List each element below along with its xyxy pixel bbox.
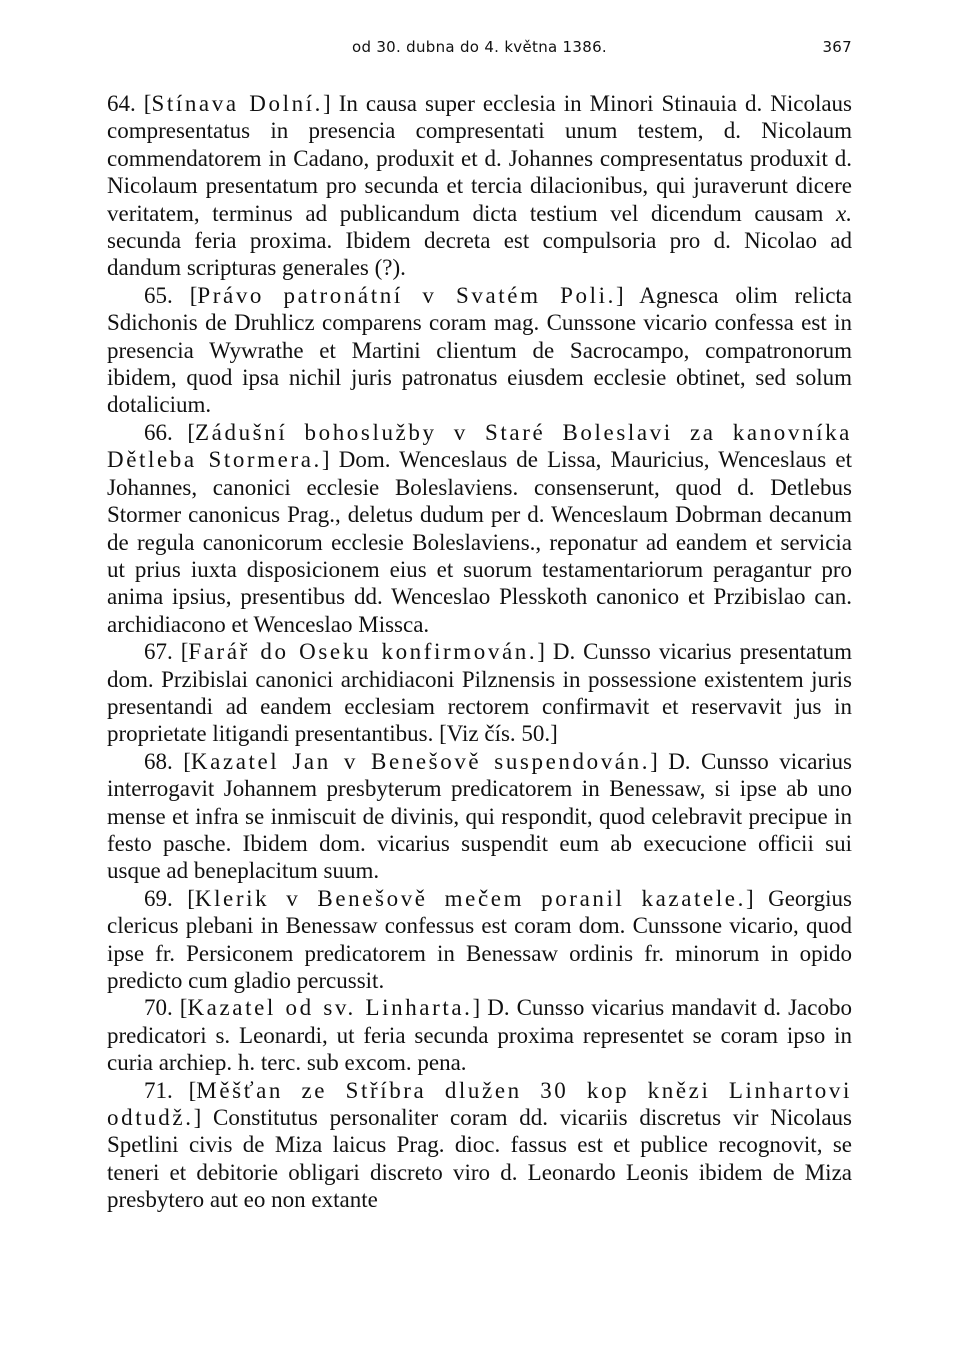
entry-70: 70. [Kazatel od sv. Linharta.] D. Cunsso vicarius mandavit d. Jacobo predicatori s. Leonardi, ut feria secunda proxima representet se coram ipso in curia archiep. h. terc. sub excom. pena. xyxy=(107,995,852,1076)
page-number: 367 xyxy=(822,38,852,56)
entry-68: 68. [Kazatel Jan v Benešově suspendován.] D. Cunsso vicarius interrogavit Johannem presbyterum predicatorem in Benessaw, si ipse ab uno mense et infra se inmiscuit de divinis, qui respondit, quod celebravit precipue in festo pasche. Ibidem dom. vicarius suspendit eum ab execucione officii sui usque ad beneplacitum suum. xyxy=(107,748,852,884)
document-page xyxy=(107,36,852,1214)
entry-number: 67. xyxy=(144,639,173,665)
entry-variable: x. xyxy=(836,200,853,226)
entry-67: 67. [Farář do Oseku konfirmován.] D. Cunsso vicarius presentatum dom. Przibislai canonici archidiaconi Pilznensis in possessione existentem juris presentandi ad eandem ecclesiam rectorem confirmavit et reservavit jus in proprietate litigandi presentantibus. [Viz čís. 50.] xyxy=(107,639,852,747)
entry-text: D. Cunsso vicarius mandavit d. Jacobo predicatori s. Leonardi, ut feria secunda proxima representet se coram ipso in curia archiep. h. terc. sub excom. pena. xyxy=(107,995,852,1076)
entry-71: 71. [Měšťan ze Stříbra dlužen 30 kop knězi Linhartovi odtudž.] Constitutus personaliter coram dd. vicariis discretus vir Nicolaus Spetlini civis de Miza laicus Prag. dioc. fassus est et publice recognovit, se teneri et debitorie obligari discreto viro d. Leonardo Leonis ibidem de Miza presbytero aut eo non extante xyxy=(107,1077,852,1213)
entry-heading: Kazatel Jan v Benešově suspendován. xyxy=(190,748,651,774)
entry-text: Constitutus personaliter coram dd. vicariis discretus vir Nicolaus Spetlini civis de Miza laicus Prag. dioc. fassus est et publice recognovit, se teneri et debitorie obligari discreto viro d. Leonardo Leonis ibidem de Miza presbytero aut eo non extante xyxy=(107,1105,852,1213)
entry-text: Agnesca olim relicta Sdichonis de Druhlicz comparens coram mag. Cunssone vicario confessa est in presencia Wywrathe et Martini clientum de Sacrocampo, compatronorum ibidem, quod ipsa nichil juris patronatus eiusdem ecclesie obtinet, sed solum dotalicium. xyxy=(107,282,852,418)
entry-number: 69. xyxy=(144,885,173,911)
entry-heading: Kazatel od sv. Linharta. xyxy=(187,995,473,1021)
entry-69: 69. [Klerik v Benešově mečem poranil kazatele.] Georgius clericus plebani in Benessaw confessus est coram dom. Cunssone vicario, quod ipse fr. Persiconem predicatorem in Benessaw ordinis fr. minorum in opido predicto cum gladio percussit. xyxy=(107,885,852,993)
entry-text: D. Cunsso vicarius interrogavit Johannem presbyterum predicatorem in Benessaw, si ipse ab uno mense et infra se inmiscuit de divinis, qui respondit, quod celebravit precipue in festo pasche. Ibidem dom. vicarius suspendit eum ab execucione officii sui usque ad beneplacitum suum. xyxy=(107,748,852,884)
entry-number: 66. xyxy=(144,419,173,445)
page-header xyxy=(107,36,852,66)
entry-heading: Stínava Dolní. xyxy=(151,91,324,116)
entry-heading: Zádušní bohoslužby v Staré Boleslavi za kanovníka Dětleba Stormera. xyxy=(107,419,852,473)
entry-heading: Právo patronátní v Svatém Poli. xyxy=(197,282,616,308)
entry-number: 70. xyxy=(144,995,173,1021)
entry-64: 64. [Stínava Dolní.] In causa super ecclesia in Minori Stinauia d. Nicolaus compresentatus in presencia compresentati unum testem, d. Nicolaum commendatorem in Cadano, produxit et d. Johannes compresentatus produxit d. Nicolaum presentatum pro secunda et tercia dilacionibus, qui juraverunt dicere veritatem, terminus ad publicandum dicta testium vel dicendum causam x. secunda feria proxima. Ibidem decreta est compulsoria pro d. Nicolao ad dandum scripturas generales (?). xyxy=(107,91,853,281)
entry-text-continued: secunda feria proxima. Ibidem decreta est compulsoria pro d. Nicolao ad dandum scripturas generales (?). xyxy=(107,228,852,281)
entry-text: Dom. Wenceslaus de Lissa, Mauricius, Wenceslaus et Johannes, canonici ecclesie Boleslaviens. consenserunt, quod d. Detlebus Stormer canonicus Prag., deletus dudum per d. Wenceslaum Dobrman decanum de regula canonicorum ecclesie Boleslaviens., reponatur ad eandem et servicia ut prius iuxta disposicionem eius et suorum testamentariorum peragantur pro anima ipsius, presentibus dd. Wenceslao Plesskoth canonico et Przibislao can. archidiacono et Wenceslao Missca. xyxy=(107,447,852,637)
entry-text: In causa super ecclesia in Minori Stinauia d. Nicolaus compresentatus in presencia compresentati unum testem, d. Nicolaum commendatorem in Cadano, produxit et d. Johannes compresentatus produxit d. Nicolaum presentatum pro secunda et tercia dilacionibus, qui juraverunt dicere veritatem, terminus ad publicandum dicta testium vel dicendum causam xyxy=(107,91,853,226)
entry-text: D. Cunsso vicarius presentatum dom. Przibislai canonici archidiaconi Pilznensis in possessione existentem juris presentandi ad eandem ecclesiam rectorem confirmavit et reservavit jus in proprietate litigandi presentantibus. [Viz čís. 50.] xyxy=(107,639,852,747)
entry-65: 65. [Právo patronátní v Svatém Poli.] Agnesca olim relicta Sdichonis de Druhlicz comparens coram mag. Cunssone vicario confessa est in presencia Wywrathe et Martini clientum de Sacrocampo, compatronorum ibidem, quod ipsa nichil juris patronatus eiusdem ecclesie obtinet, sed solum dotalicium. xyxy=(107,282,852,418)
entry-heading: Farář do Oseku konfirmován. xyxy=(188,639,538,665)
running-head: od 30. dubna do 4. května 1386. xyxy=(351,38,608,56)
entry-66: 66. [Zádušní bohoslužby v Staré Boleslavi za kanovníka Dětleba Stormera.] Dom. Wenceslaus de Lissa, Mauricius, Wenceslaus et Johannes, canonici ecclesie Boleslaviens. consenserunt, quod d. Detlebus Stormer canonicus Prag., deletus dudum per d. Wenceslaum Dobrman decanum de regula canonicorum ecclesie Boleslaviens., reponatur ad eandem et servicia ut prius iuxta disposicionem eius et suorum testamentariorum peragantur pro anima ipsius, presentibus dd. Wenceslao Plesskoth canonico et Przibislao can. archidiacono et Wenceslao Missca. xyxy=(107,419,852,637)
entry-number: 68. xyxy=(144,748,173,774)
entry-number: 65. xyxy=(144,282,173,308)
entry-heading: Klerik v Benešově mečem poranil kazatele. xyxy=(194,885,746,911)
entry-number: 64. xyxy=(107,91,136,116)
entry-heading: Měšťan ze Stříbra dlužen 30 kop knězi Linhartovi odtudž. xyxy=(107,1077,852,1131)
entry-text: Georgius clericus plebani in Benessaw confessus est coram dom. Cunssone vicario, quod ipse fr. Persiconem predicatorem in Benessaw ordinis fr. minorum in opido predicto cum gladio percussit. xyxy=(107,885,852,993)
body-text xyxy=(107,90,852,1214)
entry-number: 71. xyxy=(144,1077,173,1103)
